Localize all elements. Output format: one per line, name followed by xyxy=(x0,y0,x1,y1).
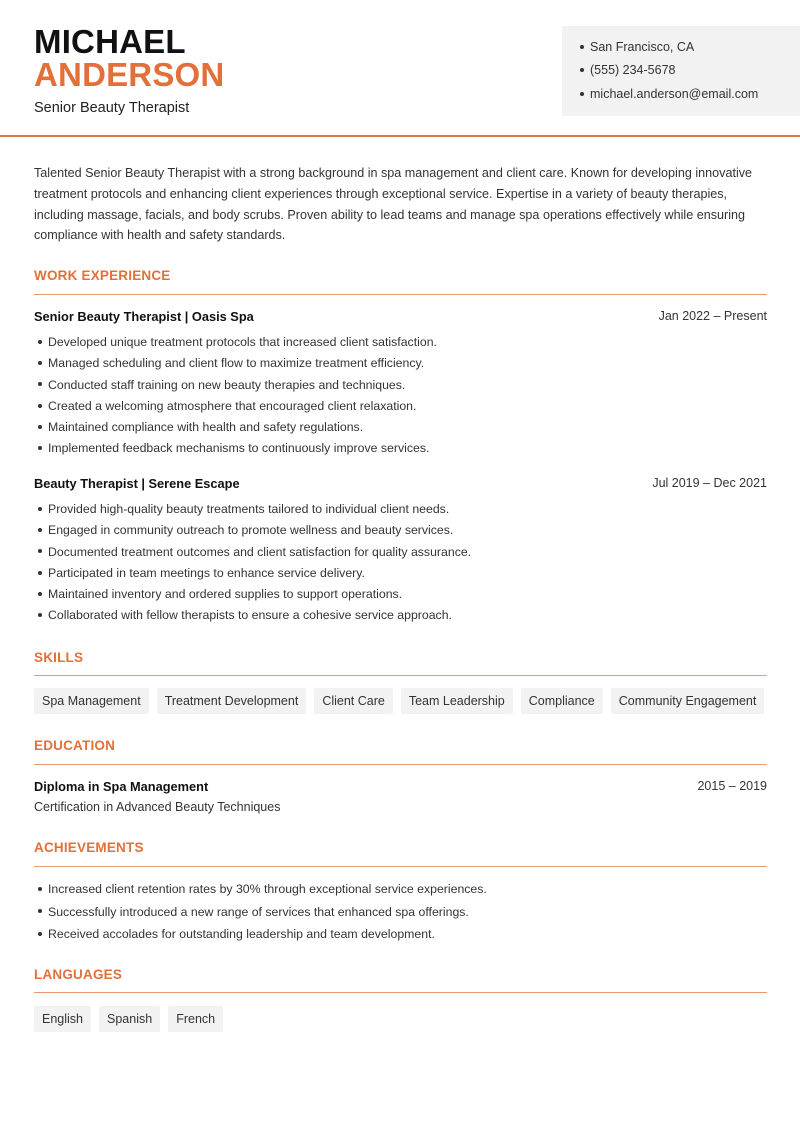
last-name: ANDERSON xyxy=(34,56,225,93)
email-text[interactable]: michael.anderson@email.com xyxy=(590,87,759,101)
summary: Talented Senior Beauty Therapist with a strong background in spa management and client care. Known for developing innovative treatment protocols and enhancing client experiences through exceptional service. Expertise in a variety of beauty therapies, including massage, facials, and body scrubs. Proven ability to lead teams and manage spa operations effectively while ensuring compliance with health and safety standards. xyxy=(34,166,753,243)
bullet-dot-icon xyxy=(38,909,42,913)
bullet-dot-icon xyxy=(38,340,42,344)
education-detail: Certification in Advanced Beauty Techniques xyxy=(34,800,281,814)
job-dates: Jan 2022 – Present xyxy=(658,309,767,323)
section-divider xyxy=(34,675,767,676)
job-dates: Jul 2019 – Dec 2021 xyxy=(652,476,767,490)
list-item: Received accolades for outstanding leadership and team development. xyxy=(38,923,768,946)
section-divider xyxy=(34,294,767,295)
list-item: Provided high-quality beauty treatments tailored to individual client needs. xyxy=(38,499,768,520)
bullet-dot-icon xyxy=(38,932,42,936)
section-title-skills: SKILLS xyxy=(34,650,84,665)
list-item: Maintained compliance with health and safety regulations. xyxy=(38,417,768,438)
list-item: Implemented feedback mechanisms to continuously improve services. xyxy=(38,438,768,459)
language-chip: Spanish xyxy=(99,1006,160,1032)
bullet-dot-icon xyxy=(38,507,42,511)
language-chip: English xyxy=(34,1006,91,1032)
bullet-dot-icon xyxy=(580,92,584,96)
bullet-dot-icon xyxy=(580,45,584,49)
contact-email[interactable] xyxy=(580,87,758,101)
job-role: Beauty Therapist | Serene Escape xyxy=(34,476,240,491)
bullet-dot-icon xyxy=(38,382,42,386)
job-title: Senior Beauty Therapist xyxy=(34,100,190,116)
language-chip: French xyxy=(168,1006,223,1032)
section-title-work: WORK EXPERIENCE xyxy=(34,268,171,283)
list-item: Created a welcoming atmosphere that encouraged client relaxation. xyxy=(38,396,768,417)
skills-list xyxy=(34,688,764,714)
bullet-dot-icon xyxy=(38,446,42,450)
section-divider xyxy=(34,866,767,867)
bullet-dot-icon xyxy=(38,404,42,408)
section-title-education: EDUCATION xyxy=(34,738,116,753)
bullet-dot-icon xyxy=(38,592,42,596)
skill-chip: Community Engagement xyxy=(611,688,765,714)
degree: Diploma in Spa Management xyxy=(34,779,209,794)
phone-text: (555) 234-5678 xyxy=(590,63,676,77)
bullet-dot-icon xyxy=(38,571,42,575)
job-header xyxy=(34,309,767,324)
list-item: Maintained inventory and ordered supplies to support operations. xyxy=(38,584,768,605)
bullet-dot-icon xyxy=(38,613,42,617)
section-title-achievements: ACHIEVEMENTS xyxy=(34,840,144,855)
languages-list xyxy=(34,1006,223,1032)
list-item: Increased client retention rates by 30% through exceptional service experiences. xyxy=(38,878,768,901)
skill-chip: Treatment Development xyxy=(157,688,307,714)
skill-chip: Compliance xyxy=(521,688,603,714)
list-item: Successfully introduced a new range of services that enhanced spa offerings. xyxy=(38,901,768,924)
list-item: Conducted staff training on new beauty therapies and techniques. xyxy=(38,375,768,396)
contact-phone xyxy=(580,63,675,77)
first-name: MICHAEL xyxy=(34,23,186,60)
bullet-dot-icon xyxy=(38,549,42,553)
bullet-dot-icon xyxy=(580,68,584,72)
list-item: Developed unique treatment protocols that increased client satisfaction. xyxy=(38,332,768,353)
bullet-dot-icon xyxy=(38,528,42,532)
contact-location xyxy=(580,40,694,54)
list-item: Collaborated with fellow therapists to ensure a cohesive service approach. xyxy=(38,605,768,626)
section-divider xyxy=(34,992,767,993)
education-header xyxy=(34,779,767,794)
skill-chip: Client Care xyxy=(314,688,393,714)
bullet-dot-icon xyxy=(38,887,42,891)
location-text: San Francisco, CA xyxy=(590,40,695,54)
education-dates: 2015 – 2019 xyxy=(697,779,767,793)
list-item: Participated in team meetings to enhance service delivery. xyxy=(38,563,768,584)
job-bullets xyxy=(38,332,768,460)
job-header xyxy=(34,476,767,491)
skill-chip: Team Leadership xyxy=(401,688,513,714)
bullet-dot-icon xyxy=(38,425,42,429)
job-role: Senior Beauty Therapist | Oasis Spa xyxy=(34,309,254,324)
job-bullets xyxy=(38,499,768,627)
achievements-list xyxy=(38,878,768,946)
contact-box xyxy=(562,26,800,116)
resume-header xyxy=(0,0,800,137)
list-item: Managed scheduling and client flow to maximize treatment efficiency. xyxy=(38,353,768,374)
bullet-dot-icon xyxy=(38,361,42,365)
list-item: Documented treatment outcomes and client satisfaction for quality assurance. xyxy=(38,542,768,563)
skill-chip: Spa Management xyxy=(34,688,149,714)
list-item: Engaged in community outreach to promote wellness and beauty services. xyxy=(38,520,768,541)
section-title-languages: LANGUAGES xyxy=(34,967,123,982)
section-divider xyxy=(34,764,767,765)
